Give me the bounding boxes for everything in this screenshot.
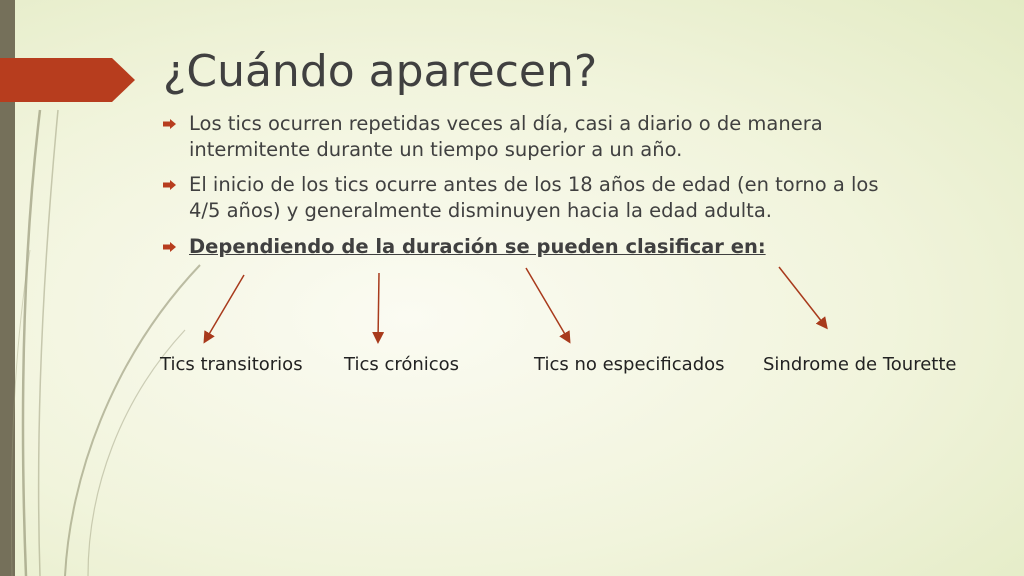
bullet-text-bold: Dependiendo de la duración se pueden clasificar en:: [189, 235, 766, 258]
category-transitorios: Tics transitorios: [160, 354, 303, 375]
arrow-to-tourette: [779, 267, 826, 327]
category-tourette: Sindrome de Tourette: [763, 354, 957, 375]
arrow-to-transitorios: [205, 275, 244, 341]
slide-title: ¿Cuándo aparecen?: [163, 46, 598, 97]
arrow-to-no-especificados: [526, 268, 569, 341]
category-no-especificados: Tics no especificados: [534, 354, 725, 375]
category-cronicos: Tics crónicos: [344, 354, 460, 375]
bullet-text: Los tics ocurren repetidas veces al día, casi a diario o de manera intermitente durante un tiempo superior a un año.: [189, 112, 823, 161]
bullet-text: El inicio de los tics ocurre antes de los 18 años de edad (en torno a los 4/5 años) y generalmente disminuyen hacia la edad adulta.: [189, 173, 879, 222]
arrow-to-cronicos: [378, 273, 379, 341]
